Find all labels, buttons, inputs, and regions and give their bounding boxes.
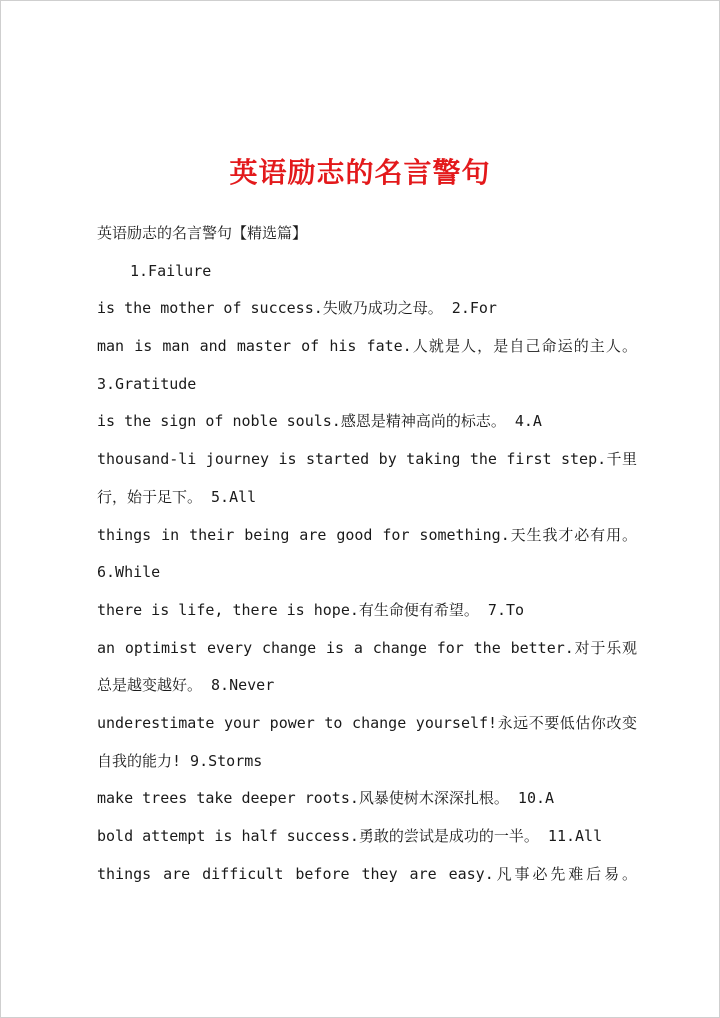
paragraph-line: make trees take deeper roots.风暴使树木深深扎根。 10.A	[97, 789, 555, 808]
document-body	[97, 215, 637, 893]
paragraph-line: is the sign of noble souls.感恩是精神高尚的标志。 4.A	[97, 412, 542, 431]
paragraph-line: things in their being are good for something.天生我才必有用。	[97, 525, 637, 544]
paragraph-line: 总是越变越好。 8.Never	[97, 676, 275, 695]
paragraph-line: is the mother of success.失败乃成功之母。 2.For	[97, 299, 497, 318]
document-title: 英语励志的名言警句	[229, 156, 491, 189]
paragraph-line: underestimate your power to change yourself!永远不要低估你改变	[97, 713, 637, 732]
section-heading: 英语励志的名言警句【精选篇】	[97, 224, 308, 242]
paragraph-line: 自我的能力! 9.Storms	[97, 751, 263, 770]
paragraph-line: man is man and master of his fate.人就是人，是自己命运的主人。	[97, 337, 637, 356]
paragraph-line: there is life, there is hope.有生命便有希望。 7.To	[97, 600, 525, 619]
paragraph-line: 行，始于足下。 5.All	[97, 487, 257, 506]
paragraph-line: bold attempt is half success.勇敢的尝试是成功的一半。 11.All	[97, 827, 603, 845]
paragraph-line: 1.Failure	[130, 261, 212, 280]
paragraph-line: thousand-li journey is started by taking the first step.千里	[97, 450, 637, 469]
paragraph-line: things are difficult before they are easy.凡事必先难后易。	[97, 864, 637, 883]
paragraph-line: 3.Gratitude	[97, 374, 197, 393]
paragraph-line: an optimist every change is a change for the better.对于乐观	[97, 638, 637, 657]
paragraph-line: 6.While	[97, 563, 161, 582]
